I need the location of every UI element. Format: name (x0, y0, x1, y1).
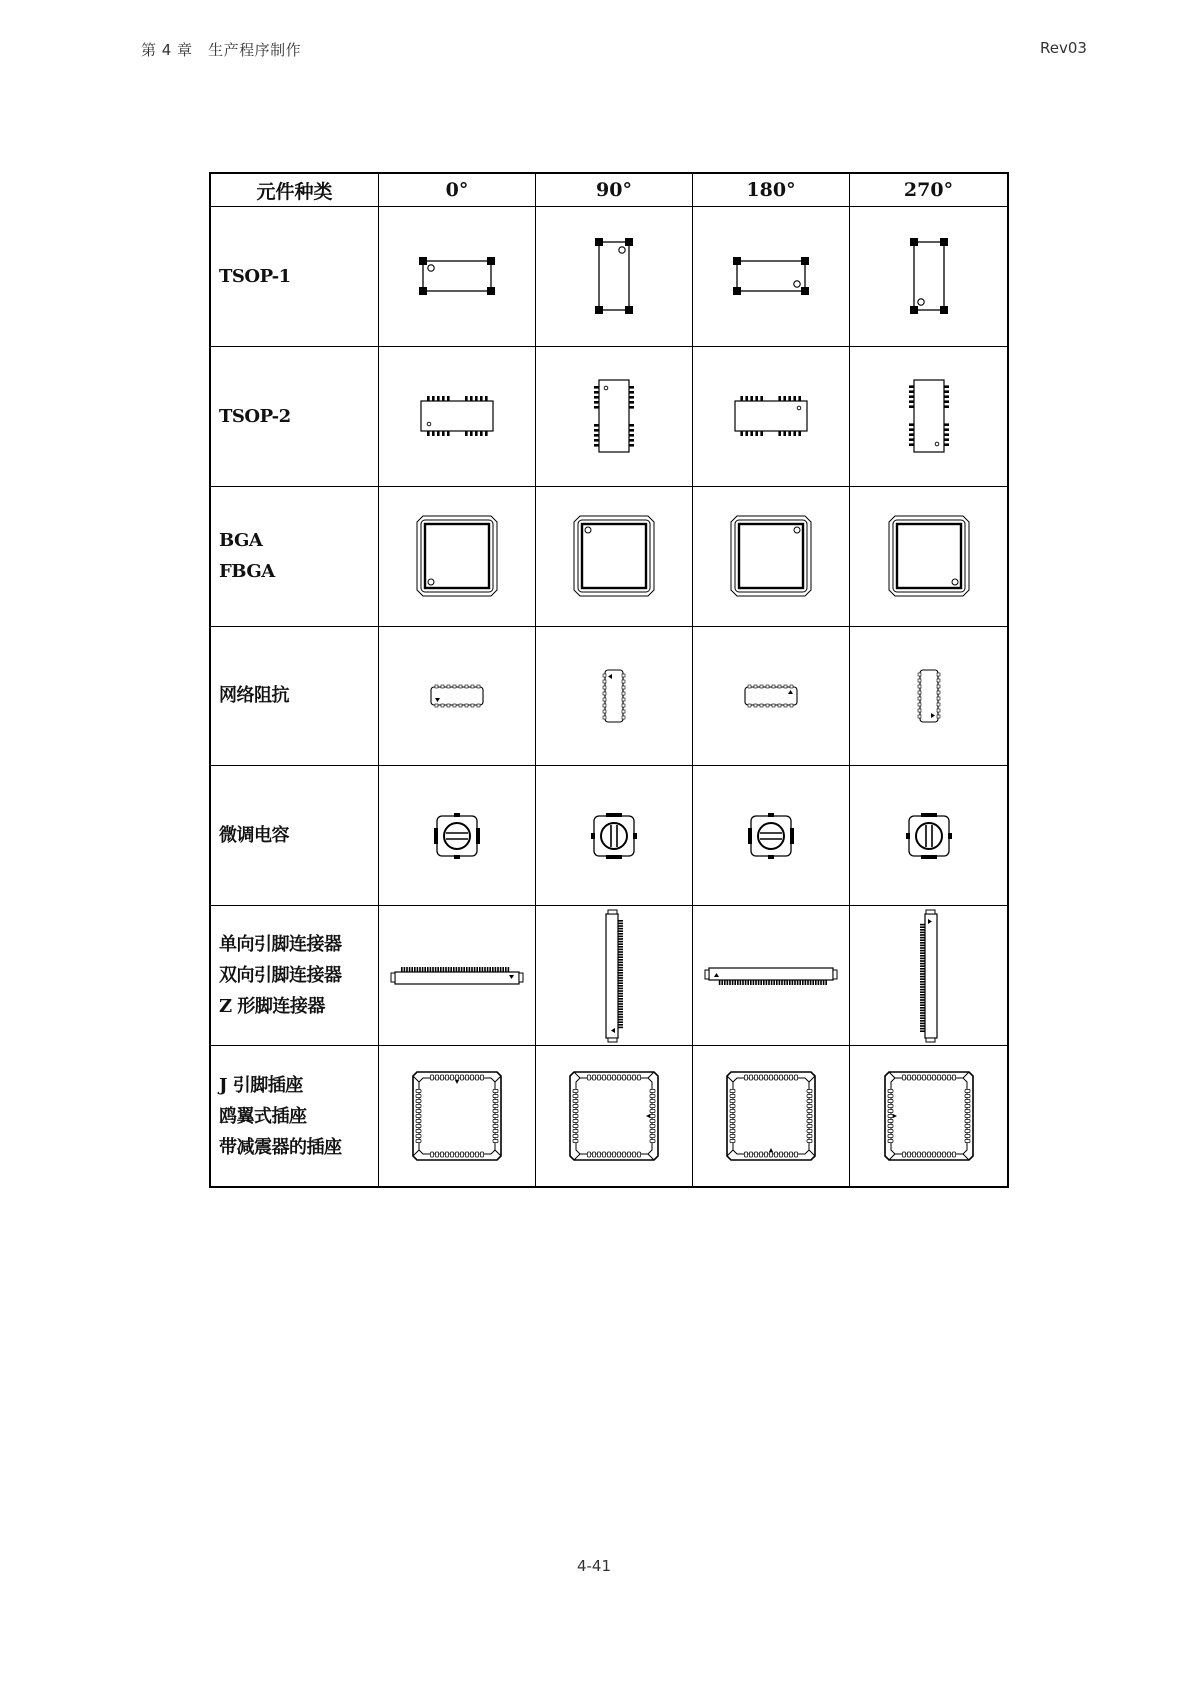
orientation-cell (379, 766, 536, 906)
bga-package-icon (696, 488, 846, 624)
orientation-cell (536, 207, 693, 347)
orientation-cell (379, 1046, 536, 1186)
orientation-cell (693, 766, 850, 906)
orientation-cell (850, 627, 1007, 767)
resistor-network-icon (382, 628, 532, 764)
socket-icon (696, 1048, 846, 1184)
column-header-angle: 0° (379, 174, 536, 207)
orientation-cell (379, 347, 536, 487)
column-header-component-type: 元件种类 (211, 174, 379, 207)
component-type-label: 网络阻抗 (219, 685, 289, 707)
resistor-network-icon (539, 628, 689, 764)
tsop2-package-icon (696, 348, 846, 484)
socket-icon (854, 1048, 1004, 1184)
orientation-cell (536, 487, 693, 627)
component-type-label: 双向引脚连接器 (219, 965, 342, 987)
component-type-cell (211, 627, 379, 767)
component-type-label: 微调电容 (219, 825, 289, 847)
component-type-label: BGA (219, 530, 263, 552)
connector-icon (854, 908, 1004, 1044)
component-type-label: FBGA (219, 561, 275, 583)
tsop2-package-icon (539, 348, 689, 484)
component-type-cell (211, 1046, 379, 1186)
orientation-cell (536, 347, 693, 487)
component-type-label: J 引脚插座 (219, 1074, 303, 1096)
orientation-cell (379, 207, 536, 347)
tsop2-package-icon (382, 348, 532, 484)
orientation-cell (536, 906, 693, 1046)
orientation-cell (536, 1046, 693, 1186)
tsop1-package-icon (854, 208, 1004, 344)
tsop1-package-icon (539, 208, 689, 344)
trimmer-capacitor-icon (854, 768, 1004, 904)
orientation-cell (850, 1046, 1007, 1186)
column-header-angle: 90° (536, 174, 693, 207)
orientation-cell (693, 1046, 850, 1186)
orientation-cell (850, 766, 1007, 906)
component-type-label: 单向引脚连接器 (219, 934, 342, 956)
connector-icon (382, 908, 532, 1044)
component-type-cell (211, 766, 379, 906)
socket-icon (382, 1048, 532, 1184)
orientation-cell (693, 487, 850, 627)
page-number: 4-41 (576, 1557, 612, 1575)
tsop2-package-icon (854, 348, 1004, 484)
bga-package-icon (854, 488, 1004, 624)
trimmer-capacitor-icon (382, 768, 532, 904)
component-type-cell (211, 906, 379, 1046)
trimmer-capacitor-icon (539, 768, 689, 904)
orientation-cell (379, 487, 536, 627)
orientation-cell (850, 207, 1007, 347)
component-type-label: TSOP-2 (219, 405, 291, 427)
socket-icon (539, 1048, 689, 1184)
orientation-cell (693, 906, 850, 1046)
orientation-cell (693, 207, 850, 347)
component-type-label: 鸥翼式插座 (219, 1105, 307, 1127)
component-type-label: 带减震器的插座 (219, 1136, 342, 1158)
chapter-title: 第 4 章 生产程序制作 (141, 41, 302, 59)
tsop1-package-icon (382, 208, 532, 344)
orientation-cell (850, 906, 1007, 1046)
orientation-cell (850, 347, 1007, 487)
orientation-cell (536, 627, 693, 767)
component-type-cell (211, 207, 379, 347)
orientation-cell (693, 347, 850, 487)
component-type-cell (211, 487, 379, 627)
orientation-cell (850, 487, 1007, 627)
orientation-cell (693, 627, 850, 767)
connector-icon (696, 908, 846, 1044)
resistor-network-icon (854, 628, 1004, 764)
connector-icon (539, 908, 689, 1044)
column-header-angle: 270° (850, 174, 1007, 207)
tsop1-package-icon (696, 208, 846, 344)
bga-package-icon (539, 488, 689, 624)
revision-label: Rev03 (1040, 39, 1087, 57)
component-type-label: Z 形脚连接器 (219, 996, 325, 1018)
trimmer-capacitor-icon (696, 768, 846, 904)
component-type-label: TSOP-1 (219, 265, 291, 287)
orientation-cell (379, 906, 536, 1046)
bga-package-icon (382, 488, 532, 624)
orientation-cell (379, 627, 536, 767)
column-header-angle: 180° (693, 174, 850, 207)
component-type-cell (211, 347, 379, 487)
component-orientation-table (209, 172, 1009, 1188)
orientation-cell (536, 766, 693, 906)
resistor-network-icon (696, 628, 846, 764)
